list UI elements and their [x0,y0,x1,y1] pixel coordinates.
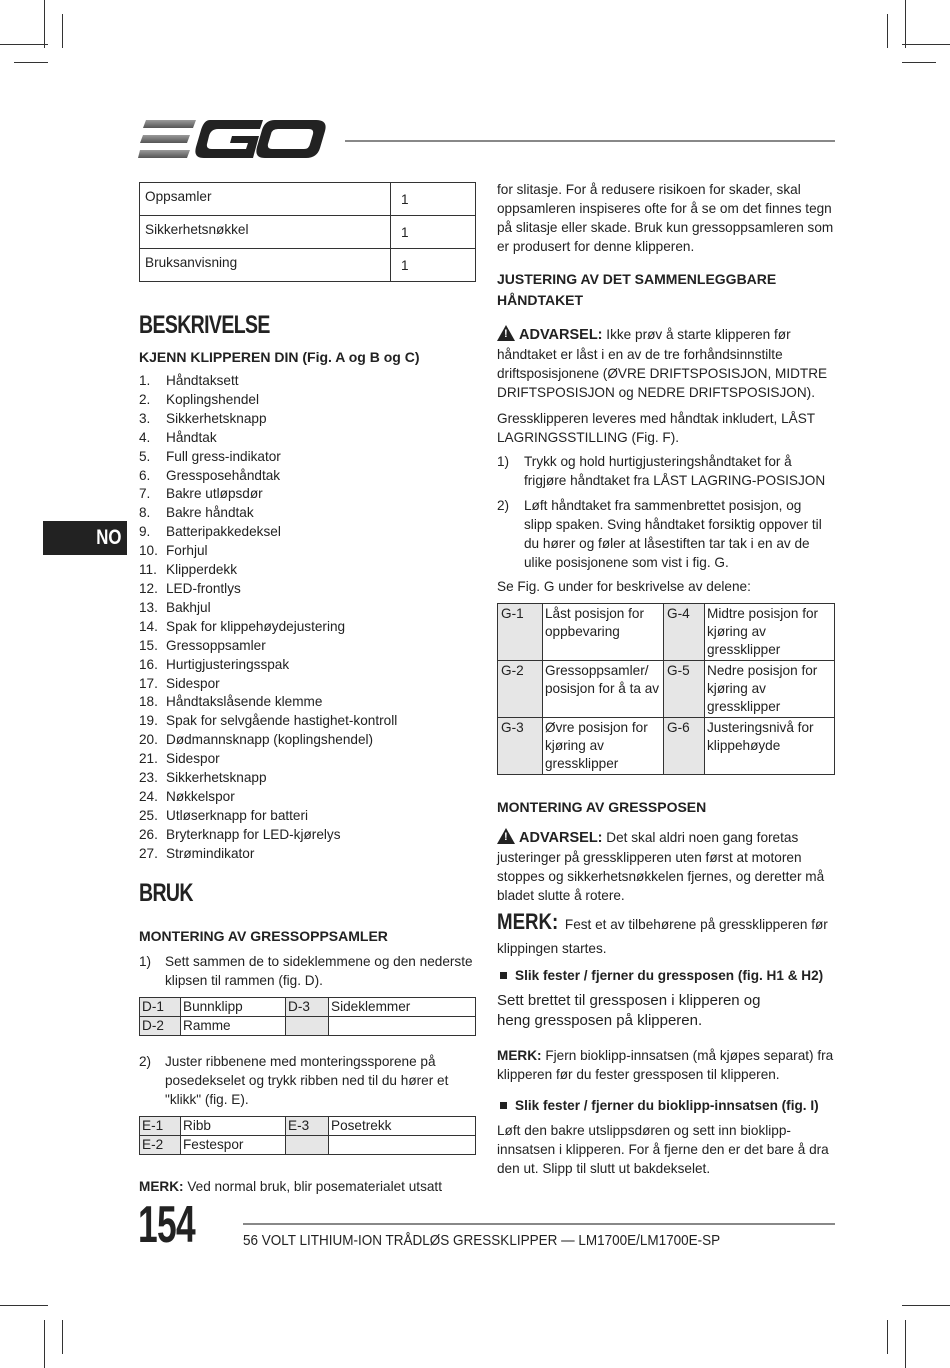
table-row [498,661,835,718]
bullet-text: Slik fester / fjerner du bioklipp-innsatsen (fig. I) [515,1098,819,1113]
table-cell: Oppsamler [140,183,391,216]
table-cell: G-1 [498,604,543,661]
table-row [498,718,835,775]
table-row [498,604,835,661]
table-cell: Nedre posisjon for kjøring av gressklipper [705,661,835,718]
list-item [139,618,397,637]
list-item [139,826,397,845]
table-cell: Sideklemmer [329,998,476,1017]
list-item-label: Bryterknapp for LED-kjørelys [166,826,341,842]
table-cell: G-2 [498,661,543,718]
step-text: Juster ribbenene med monteringssporene på posedekselet og trykk ribben ned til du hører et "klikk" (fig. E). [165,1054,449,1107]
crop-mark [62,14,63,48]
note [497,910,835,961]
list-item [139,410,397,429]
list-item-number: 5. [139,448,151,464]
table-cell: 1 [391,216,476,249]
list-item-number: 8. [139,505,151,521]
list-item-number: 21. [139,751,158,767]
crop-mark [902,44,950,45]
crop-mark [905,0,906,48]
table-cell: D-2 [140,1017,181,1036]
warning [497,325,835,402]
paragraph: Sett brettet til gressposen i klipperen og heng gressposen på klipperen. [497,992,761,1029]
footer-title: 56 VOLT LITHIUM-ION TRÅDLØS GRESSKLIPPER — LM1700E/LM1700E-SP [243,1232,721,1249]
list-item [139,637,397,656]
section-title-bruk: BRUK [139,879,193,907]
list-item-label: Full gress-indikator [166,448,281,464]
table-cell: E-1 [140,1117,181,1136]
warning-icon: ! [497,828,515,844]
list-item [139,807,397,826]
list-item-label: Håndtak [166,429,217,445]
list-item-number: 2. [139,391,151,407]
list-item-number: 24. [139,788,158,804]
table-row [140,1136,476,1155]
table-cell: G-4 [664,604,705,661]
table-cell: Sikkerhetsnøkkel [140,216,391,249]
crop-mark [14,1305,48,1306]
table-row [140,249,476,282]
list-item [139,485,397,504]
table-cell: D-3 [286,998,329,1017]
table-cell: Ribb [181,1117,286,1136]
list-item-number: 14. [139,618,158,634]
table-cell: G-5 [664,661,705,718]
list-item-label: Sikkerhetsknapp [166,770,267,786]
paragraph: Løft den bakre utslippsdøren og sett inn bioklipp-innsatsen i klipperen. For å fjerne den er det bare å dra den ut. Slipp til slutt ut bakdekselet. [497,1123,829,1176]
list-item-number: 25. [139,807,158,823]
step-number: 2) [139,1054,152,1069]
step-text: Sett sammen de to sideklemmene og den nederste klipsen til rammen (fig. D). [165,954,473,988]
list-item-label: Sikkerhetsknapp [166,410,267,426]
table-g [497,603,835,775]
step-text: Trykk og hold hurtigjusteringshåndtaket for å frigjøre håndtaket fra LÅST LAGRING-POSISJON [524,454,826,488]
warning-label: ADVARSEL: [519,327,603,343]
bullet-icon [500,972,507,979]
table-cell: Låst posisjon for oppbevaring [543,604,664,661]
list-item-label: Håndtakslåsende klemme [166,694,323,710]
section-subtitle: MONTERING AV GRESSOPPSAMLER [139,928,388,944]
list-item-label: Forhjul [166,543,208,559]
note-label: MERK: [497,909,559,934]
list-item-number: 15. [139,637,158,653]
section-subtitle: KJENN KLIPPEREN DIN (Fig. A og B og C) [139,349,420,365]
table-cell: D-1 [140,998,181,1017]
list-item [139,656,397,675]
crop-mark [887,1320,888,1354]
table-cell: Justeringsnivå for klippehøyde [705,718,835,775]
note-label: MERK: [139,1179,184,1194]
crop-mark [62,1320,63,1354]
warning-text: Ikke prøv å starte klipperen før håndtaket er låst i en av de tre forhåndsinnstilte driftsposisjonene (ØVRE DRIFTSPOSISJON, MIDTRE DRIFTSPOSISJON og NEDRE DRIFTSPOSISJON). [497,327,828,400]
list-item-label: Spak for selvgående hastighet-kontroll [166,713,398,729]
contents-table [139,182,476,282]
list-item [139,372,397,391]
warning-label: ADVARSEL: [519,830,603,846]
language-tab-label: NO [95,526,121,549]
section-subtitle: JUSTERING AV DET SAMMENLEGGBARE HÅNDTAKET [497,271,777,308]
list-item-number: 17. [139,675,158,691]
list-item-label: Utløserknapp for batteri [166,807,309,823]
list-item-number: 19. [139,713,158,729]
list-item-number: 7. [139,486,151,502]
list-item-label: Spak for klippehøydejustering [166,618,346,634]
table-e [139,1116,476,1155]
list-item [139,523,397,542]
list-item [139,542,397,561]
page-number: 154 [138,1196,195,1254]
note-label: MERK: [497,1048,542,1063]
table-cell [329,1136,476,1155]
list-item-label: Håndtaksett [166,373,239,388]
list-item-number: 12. [139,580,158,596]
warning-text: Det skal aldri noen gang foretas justeringer på gressklipperen uten først at motoren stoppes og sikkerhetsnøkkelen fjernes, og deretter må bladet slutte å rotere. [497,830,825,903]
bullet-heading [497,966,835,985]
step-number: 2) [497,498,510,513]
parts-list [139,372,397,864]
language-tab [43,521,127,555]
table-cell: E-2 [140,1136,181,1155]
list-item-label: Batteripakkedeksel [166,524,281,540]
list-item-number: 6. [139,467,151,483]
list-item-label: Sidespor [166,751,220,767]
crop-mark [902,1305,936,1306]
table-row [140,216,476,249]
list-item-number: 18. [139,694,158,710]
list-item-label: Koplingshendel [166,391,259,407]
table-cell: Posetrekk [329,1117,476,1136]
list-item [139,467,397,486]
crop-mark [0,44,48,45]
list-item-number: 1. [139,373,151,388]
table-cell [329,1017,476,1036]
table-cell: Bunnklipp [181,998,286,1017]
list-item-label: Klipperdekk [166,562,238,578]
list-item-label: LED-frontlys [166,580,241,596]
list-item-label: Bakre utløpsdør [166,486,263,502]
list-item-label: Hurtigjusteringsspak [166,656,290,672]
list-item [139,750,397,769]
list-item-number: 20. [139,732,158,748]
ego-logo-graphic [138,118,328,162]
table-cell: 1 [391,183,476,216]
section-subtitle: MONTERING AV GRESSPOSEN [497,799,707,815]
paragraph: Se Fig. G under for beskrivelse av delene: [497,579,751,594]
bullet-heading [497,1096,835,1115]
note-text: Ved normal bruk, blir posematerialet utsatt [187,1179,442,1194]
list-item-label: Gressoppsamler [166,637,266,653]
table-cell: G-6 [664,718,705,775]
list-item [139,448,397,467]
list-item [139,769,397,788]
crop-mark [902,62,936,63]
list-item [139,599,397,618]
table-cell: Midtre posisjon for kjøring av gressklipper [705,604,835,661]
note [139,1177,476,1196]
list-item [139,731,397,750]
list-item-label: Strømindikator [166,845,255,861]
table-cell: E-3 [286,1117,329,1136]
table-cell: 1 [391,249,476,282]
table-cell: Bruksanvisning [140,249,391,282]
crop-mark [887,14,888,48]
crop-mark [905,1320,906,1368]
table-cell: G-3 [498,718,543,775]
list-item [139,788,397,807]
table-row [140,1017,476,1036]
warning [497,828,835,905]
bullet-icon [500,1102,507,1109]
list-item-label: Dødmannsknapp (koplingshendel) [166,732,374,748]
list-item-number: 26. [139,826,158,842]
section-title-beskrivelse: BESKRIVELSE [139,311,270,339]
crop-mark [14,62,48,63]
note-text: Fjern bioklipp-innsatsen (må kjøpes separat) fra klipperen før du fester gressposen til klipperen. [497,1048,834,1082]
table-cell: Ramme [181,1017,286,1036]
list-item [139,693,397,712]
table-cell: Gressoppsamler/ posisjon for å ta av [543,661,664,718]
note [497,1046,835,1084]
crop-mark [44,0,45,48]
list-item-label: Bakhjul [166,599,211,615]
warning-icon: ! [497,325,515,341]
list-item [139,675,397,694]
bullet-text: Slik fester / fjerner du gressposen (fig. H1 & H2) [515,968,824,983]
step-text: Løft håndtaket fra sammenbrettet posisjon, og slipp spaken. Sving håndtaket forsiktig oppover til du hører og føler at låsestiften tar tak i en av de ulike posisjonene som vist i fig. G. [524,498,822,570]
list-item-label: Bakre håndtak [166,505,254,521]
table-row [140,1117,476,1136]
step-number: 1) [497,454,510,469]
list-item-number: 4. [139,429,151,445]
table-cell: Øvre posisjon for kjøring av gressklipper [543,718,664,775]
header-rule [345,140,835,142]
footer-rule [243,1223,835,1225]
list-item [139,712,397,731]
list-item [139,391,397,410]
list-item-number: 11. [139,562,157,578]
list-item-number: 9. [139,524,151,540]
table-cell: Festespor [181,1136,286,1155]
table-row [140,998,476,1017]
table-cell [286,1136,329,1155]
paragraph: Gressklipperen leveres med håndtak inkludert, LÅST LAGRINGSSTILLING (Fig. F). [497,411,815,445]
paragraph: for slitasje. For å redusere risikoen for skader, skal oppsamleren inspiseres ofte for å se om det finnes tegn på slitasje eller skade. Bruk kun gressoppsamleren som er produsert for denne klipperen. [497,182,834,254]
crop-mark [44,1320,45,1368]
list-item-number: 13. [139,599,158,615]
note-text: Fest et av tilbehørene på gressklipperen før klippingen startes. [497,917,828,956]
list-item-label: Sidespor [166,675,220,691]
list-item [139,504,397,523]
list-item-number: 16. [139,656,158,672]
table-row [140,183,476,216]
list-item-number: 23. [139,770,158,786]
list-item-label: Gressposehåndtak [166,467,281,483]
list-item [139,429,397,448]
list-item-label: Nøkkelspor [166,788,235,804]
list-item [139,845,397,864]
list-item-number: 10. [139,543,158,559]
list-item-number: 27. [139,845,158,861]
table-cell [286,1017,329,1036]
ego-logo [138,118,328,162]
list-item [139,561,397,580]
list-item-number: 3. [139,410,151,426]
list-item [139,580,397,599]
step-number: 1) [139,954,152,969]
table-d [139,997,476,1036]
